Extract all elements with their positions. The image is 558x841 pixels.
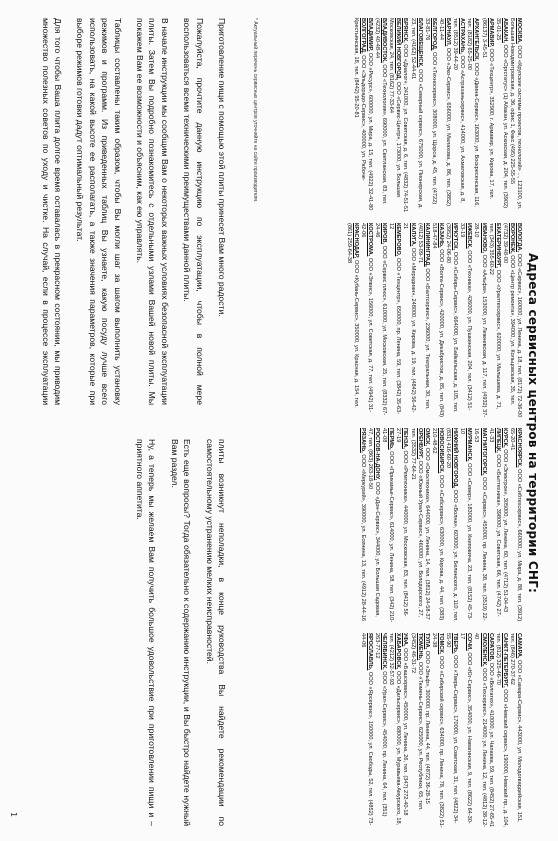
center-details: ООО «Техносервис», 308000, ул. Щорса, д. 45, тел. (4722) 33-81-76 (423, 18, 437, 205)
city-name: КАЛУГА, (409, 223, 416, 247)
center-details: ООО «Сибирь-Сервис», 664000, ул. Байкальская, д. 105, тел. (3952) 24-06-80 (445, 223, 459, 413)
address-column (274, 633, 522, 828)
service-center-entry (508, 18, 522, 213)
service-center-entry (416, 223, 430, 418)
intro-paragraph: В начале инструкции мы сообщим Вам о некоторых важных условиях безопасной эксплуатации плиты. Затем Вы подробно познакомитесь с отдельными узлами Вашей новой плиты. Мы покажем Вам ее возможности и объясним, как ею управлять. (134, 18, 170, 405)
service-center-entry (423, 428, 430, 623)
service-center-entry (508, 633, 522, 828)
center-details: ООО «Север», 183000, ул. Книповича, 23, тел. (8152) 45-73-10 (459, 428, 473, 621)
center-details: ООО «Оргстатус» (1) Абакан, ул. Аскизская, д. 204, тел. (3902) 35-01-25 (494, 18, 508, 208)
city-name: ИЖЕВСК, (466, 223, 473, 249)
service-center-entry (501, 428, 508, 623)
center-details: ООО «Северный сервис», 675000, ул. Пионерская, д. 23, тел. (4162) 52-44-61 (409, 18, 423, 209)
center-details: ООО «Волна», 603000, ул. Белинского, д. 110, тел. (831) 416-60-20 (445, 428, 459, 622)
city-name: КАЛИНИНГРАД, (423, 223, 430, 267)
address-columns (274, 18, 522, 828)
city-name: КЕМЕРОВО, (395, 223, 402, 257)
center-details: ООО «Прикамье-Сервис», 614000, ул. Ленина, 58, тел. (342) 210-41-08 (381, 428, 395, 623)
city-name: САМАРА, (516, 633, 522, 659)
center-details: ООО «Диалог», 241000, ул. Советская, д. 6, тел. (4832) 74-51-51 (402, 44, 409, 213)
city-name: ИВАНОВО, (480, 223, 487, 254)
center-details: ООО «Техсервис», 214000, ул. Ленина, 12, тел. (4812) 38-12-40 (473, 633, 487, 827)
city-name: ПЕНЗА, (402, 428, 409, 449)
city-name: КАЗАНЬ, (437, 223, 444, 248)
city-name: РЯЗАНЬ, (359, 428, 366, 453)
city-name: ЧЕЛЯБИНСК, (381, 633, 388, 670)
service-center-entry (487, 223, 501, 418)
center-details: ООО «Быттехника», 398000, ул. Советская, 66, тел. (4742) 27-41-33 (487, 428, 501, 617)
center-details: ООО «Элвис», 156000, ул. Советская, д. 77, тел. (4942) 31-42-06 (359, 223, 374, 413)
center-details: ООО «Эльф», 300000, пр. Ленина, 44, тел. (4872) 36-28-15 (423, 650, 430, 804)
service-center-entry (409, 633, 423, 828)
center-details: ООО «Сибтехсервис», 660000, ул. Мира, д. 88, тел. (3912) 65-20-41 (508, 428, 522, 622)
center-details: ООО «Волга-Сервис», 420000, ул. Декабристов, д. 85, тел. (843) 518-47-84 (430, 223, 444, 418)
center-details: ООО «Юг-Сервис», 354000, ул. Навагинская, 9, тел. (8622) 64-30-17 (459, 633, 473, 824)
city-name: САРАТОВ, (487, 633, 494, 662)
city-name: ВЕЛИКИЙ НОВГОРОД, (395, 18, 402, 81)
city-name: АРХАНГЕЛЬСК, (473, 18, 480, 62)
city-name: ВЛАДИВОСТОК, (381, 18, 388, 63)
service-center-entry (359, 428, 366, 623)
service-center-entry (508, 428, 522, 623)
center-details: ООО «Сервис-Центр», 173000, ул. Большая Московская, 24, тел. (8162) 77-33-64 (388, 18, 402, 197)
service-center-entry (423, 18, 437, 213)
city-name: ЯРОСЛАВЛЬ, (367, 633, 374, 671)
city-name: КИРОВ, (381, 223, 388, 245)
city-name: КУРСК, (501, 428, 508, 448)
service-center-entry (494, 18, 508, 213)
city-name: МАГНИТОГОРСК, (480, 428, 487, 476)
intro-paragraph: Пожалуйста, прочтите данную инструкцию по эксплуатации, чтобы в полной мере воспользоваться всеми техническими преимуществами данной плиты. (182, 18, 205, 405)
service-center-entry (487, 428, 501, 623)
service-center-entry (401, 18, 408, 213)
center-details: ООО «Балтсервис», 236000, ул. Театральная, 30, тел. (4012) 53-09-71 (416, 223, 430, 410)
center-details: ООО «Волгатех», 410000, ул. Чапаева, 59, тел. (8452) 27-65-41 (487, 662, 494, 828)
service-center-entry (430, 223, 444, 418)
page-title: Адреса сервисных центров на территории СНГ: (526, 253, 540, 593)
service-center-entry (423, 633, 430, 828)
service-center-entry (401, 223, 415, 418)
center-details: ООО «Южный Урал-Сервис», 460000, ул. Володарского, 27, тел. (3532) 77-64-21 (409, 428, 423, 618)
city-name: ТУЛА, (423, 633, 430, 650)
service-center-entry (430, 428, 444, 623)
page-number: 1 (9, 812, 18, 818)
city-name: НОВОСИБИРСК, (437, 428, 444, 474)
city-name: КРАСНОДАР, (352, 223, 359, 259)
city-name: ТОМСК, (437, 633, 444, 655)
address-column (274, 18, 522, 213)
service-center-entry (387, 633, 401, 828)
center-details: ООО «Невский сервис», 190000, Невский пр., д. 104, тел. (812) 325-46-70 (494, 633, 508, 828)
city-name: КРАСНОЯРСК, (516, 428, 522, 468)
center-details: ООО «Ремтехника», 440000, ул. Московская, 83, тел. (8412) 56-27-19 (395, 428, 409, 617)
city-name: АСТРАХАНЬ, (459, 18, 466, 54)
service-center-entry (444, 223, 458, 418)
center-details: ООО «Омсктехника», 644000, ул. Ленина, 14, тел. (3812) 24-58-37 (423, 447, 430, 620)
center-details: ООО «Электрон», 305000, ул. Ленина, 60, тел. (4712) 51-04-43 (501, 449, 508, 613)
service-center-entry (458, 428, 472, 623)
city-name: РОСТОВ-НА-ДОНУ, (374, 428, 381, 481)
service-center-entry (515, 223, 522, 418)
city-name: ВОРОНЕЖ, (508, 223, 515, 254)
center-details: ООО «Техника», 426000, ул. Пушкинская, 204, тел. (3412) 51-33-19 (459, 223, 473, 411)
service-centers-section (260, 18, 540, 828)
center-details: ООО «Кубань-Сервис», 350000, ул. Красная, д. 154, тел. (861) 259-64-38 (345, 223, 359, 408)
city-name: ВЛАДИМИР, (367, 18, 374, 52)
city-name: ПЕРМЬ, (388, 428, 395, 450)
service-center-entry (409, 18, 423, 213)
center-details: ООО «Самара-Сервис», 443000, ул. Молодогвардейская, 151, тел. (846) 270-37-62 (508, 633, 522, 823)
city-name: НИЖНИЙ НОВГОРОД, (452, 428, 459, 489)
center-details: ООО «Дон-Сервис», 344000, ул. Большая Садовая, 47, тел. (863) 263-18-50 (367, 428, 381, 617)
intro-paragraph: Приготовление пищи с помощью этой плиты принесет Вам много радости. (217, 18, 227, 317)
center-details: ООО «Тверь-Сервис», 170000, ул. Советская, 31, тел. (4822) 34-55-90 (445, 633, 459, 824)
service-center-entry (373, 633, 387, 828)
city-name: ТВЕРЬ, (452, 633, 459, 654)
city-name: БЕЛГОРОД, (430, 18, 437, 51)
center-details: ООО «Сибирский сервис», 634000, пр. Ленина, 78, тел. (3822) 51-24-38 (430, 633, 444, 828)
service-center-entry (387, 223, 401, 418)
center-details: ООО «Альфа», 153000, ул. Лежневская, д. 117, тел. (4932) 37-28-10 (473, 223, 487, 418)
service-center-entry (401, 633, 408, 828)
center-details: ООО «Сибсервис», 630000, ул. Кирова, д. 44, тел. (383) 210-48-62 (430, 428, 444, 621)
center-details: ООО «Дальсервис», 680000, ул. Муравьева-Амурского, 18, тел. (4212) 32-57-93 (388, 633, 402, 826)
intro-paragraph: Есть еще вопросы? Тогда обязательно к содержанию инструкции, и Вы быстро найдете нужный Вам раздел. (169, 439, 193, 826)
address-column (274, 428, 522, 623)
footnote: * Актуальный перечень сервисных центров уточняйте на сайте производителя. (252, 18, 258, 203)
city-name: ЛИПЕЦК, (494, 428, 501, 453)
city-name: ИРКУТСК, (452, 223, 459, 251)
center-details: ООО «Башсервис», 450000, ул. Ленина, 26, тел. (347) 272-40-18 (402, 648, 409, 816)
city-name: ОРЕНБУРГ, (416, 428, 423, 460)
center-details: ООО «Уралтехсервис», 620000, ул. Малышева, д. 71, тел. (343) 355-60-22 (487, 223, 501, 410)
service-center-entry (444, 428, 458, 623)
city-name: СМОЛЕНСК, (480, 633, 487, 667)
center-details: ООО «Технология», 690000, ул. Светланская, 83, тел. (4232) 40-48-44 (374, 18, 388, 205)
service-center-entry (487, 633, 494, 828)
city-name: БАРНАУЛ, (445, 18, 452, 47)
service-center-entry (387, 18, 401, 213)
address-column (274, 223, 522, 418)
city-name: УФА, (402, 633, 409, 647)
center-details: ООО «Сервис», 160000, ул. Ленина, д. 18, тел. (8172) 72-36-00 (516, 253, 522, 418)
center-details: ООО «Эльдорадо-Сервис», 400000, ул. Рабоче-Крестьянская, 18, тел. (8442) 95-20-81 (352, 18, 366, 181)
city-name: МОСКВА, (516, 18, 522, 44)
center-details: ООО «Сервис плюс», 610000, ул. Московская, 25, тел. (8332) 67-24-46 (374, 223, 388, 416)
center-details: ООО «Эко-Сервис», 656000, ул. Малахова, д. 86, тел. (3852) 40-11-44 (437, 18, 452, 207)
service-center-entry (373, 18, 387, 213)
city-name: ТЮМЕНЬ, (416, 633, 423, 661)
service-center-entry (359, 223, 373, 418)
center-details: ООО «Урал-Сервис», 454000, пр. Ленина, 64, тел. (351) 263-77-12 (374, 633, 388, 817)
city-name: ВОЛГОГРАД, (359, 18, 366, 54)
service-center-entry (373, 223, 387, 418)
center-details: ООО «Сервис», 455000, пр. Ленина, 38, тел. (3519) 22-16-53 (473, 428, 487, 621)
city-name: ХАБАРОВСК, (395, 633, 402, 670)
center-details: ООО «Крупские системы проектов, технологий» ..., 123100, ул. Большая Новодмитровская, д. 36, офис 1, Факс (495) 225-55-55 (508, 18, 522, 210)
city-name: ВОЛОГДА, (516, 223, 522, 252)
center-details: ООО «Меридиан», 248000, ул. Кирова, д. 19, тел. (4842) 56-42-21 (402, 223, 416, 413)
center-details: ООО «Ярсервис», 150000, ул. Свободы, 52, тел. (4852) 73-44-06 (359, 633, 374, 826)
city-name: АРМАВИР, (487, 18, 494, 47)
service-center-entry (366, 18, 373, 213)
service-center-entry (366, 428, 380, 623)
city-name: БЛАГОВЕЩЕНСК, (416, 18, 423, 68)
intro-text (18, 18, 228, 826)
center-details: ООО «Ресурс», 600000, ул. Мира, д. 15, тел. (4922) 32-41-80 (367, 52, 374, 211)
service-center-entry (479, 18, 493, 213)
service-center-entry (458, 633, 472, 828)
center-details: ООО «Центр ремонта», 394000, ул. Кольцовская, 35, тел. (4732) 39-48-00 (501, 223, 515, 406)
service-center-entry (451, 18, 465, 213)
city-name: ЕКАТЕРИНБУРГ, (494, 223, 501, 269)
city-name: АБАКАН, (501, 18, 508, 43)
center-details: ООО «Меркурий», 390000, ул. Есенина, 13, тел. (4912) 28-44-16 (359, 454, 366, 621)
service-center-entry (444, 633, 458, 828)
center-details: ООО «Техцентр», 650000, пр. Ленина, 59, тел. (3842) 35-63-12 (388, 223, 402, 415)
service-center-entry (352, 18, 366, 213)
center-details: ООО «Тюмень-Сервис», 625000, ул. Республики, 65, тел. (3452) 46-31-72 (409, 633, 423, 811)
intro-paragraph: Таблицы составлены таким образом, чтобы Вы могли шаг за шагом выполнить установку режимов и программ. Из приведенных таблиц Вы узнаете, какую посуду лучше всего использовать, на какой высоте ее располагать, а также значения параметров, которые при выборе режимов готовки дадут оптимальный результат. (75, 18, 123, 405)
city-name: БРЯНСК, (402, 18, 409, 43)
intro-paragraph: Ну, а теперь мы желаем Вам получить большое удовольствие при приготовлении пищи и – приятного аппетита. (134, 439, 158, 826)
city-name: СОЧИ, (466, 633, 473, 651)
service-center-entry (465, 18, 479, 213)
intro-paragraph: Для того чтобы Ваша плита долгое время оставалась в прекрасном состоянии, мы приводим множество полезных советов по уходу и чистке. На случай, если в процессе эксплуатации плиты возникнут неполадки, в конце руководства Вы найдете рекомендации по самостоятельному устранению мелких неисправностей. (40, 18, 227, 826)
city-name: САНКТ-ПЕТЕРБУРГ, (501, 633, 508, 688)
service-center-entry (409, 428, 423, 623)
service-center-entry (494, 633, 508, 828)
service-center-entry (458, 223, 472, 418)
service-center-entry (430, 633, 444, 828)
center-details: ООО «Астраханьсервис», 414000, ул. Ахматовская, д. 8, тел. (8512) 39-44-20 (452, 18, 466, 203)
service-center-entry (380, 428, 394, 623)
service-center-entry (359, 633, 373, 828)
city-name: КОСТРОМА, (367, 223, 374, 257)
service-center-entry (472, 223, 486, 418)
service-center-entry (345, 223, 359, 418)
service-center-entry (472, 428, 486, 623)
service-center-entry (394, 428, 408, 623)
city-name: ОМСК, (423, 428, 430, 447)
center-details: ООО «Двина-Сервис», 163000, ул. Воскресенская, 116, тел. (8182) 65-25-00 (466, 18, 480, 207)
service-center-entry (501, 223, 515, 418)
service-center-entry (472, 633, 486, 828)
city-name: МУРМАНСК, (466, 428, 473, 462)
center-details: ООО «Техцентр», 352900, г. Армавир, ул. Кирова, 17, тел. (86137) 3-45-51 (480, 18, 494, 200)
service-center-entry (437, 18, 451, 213)
